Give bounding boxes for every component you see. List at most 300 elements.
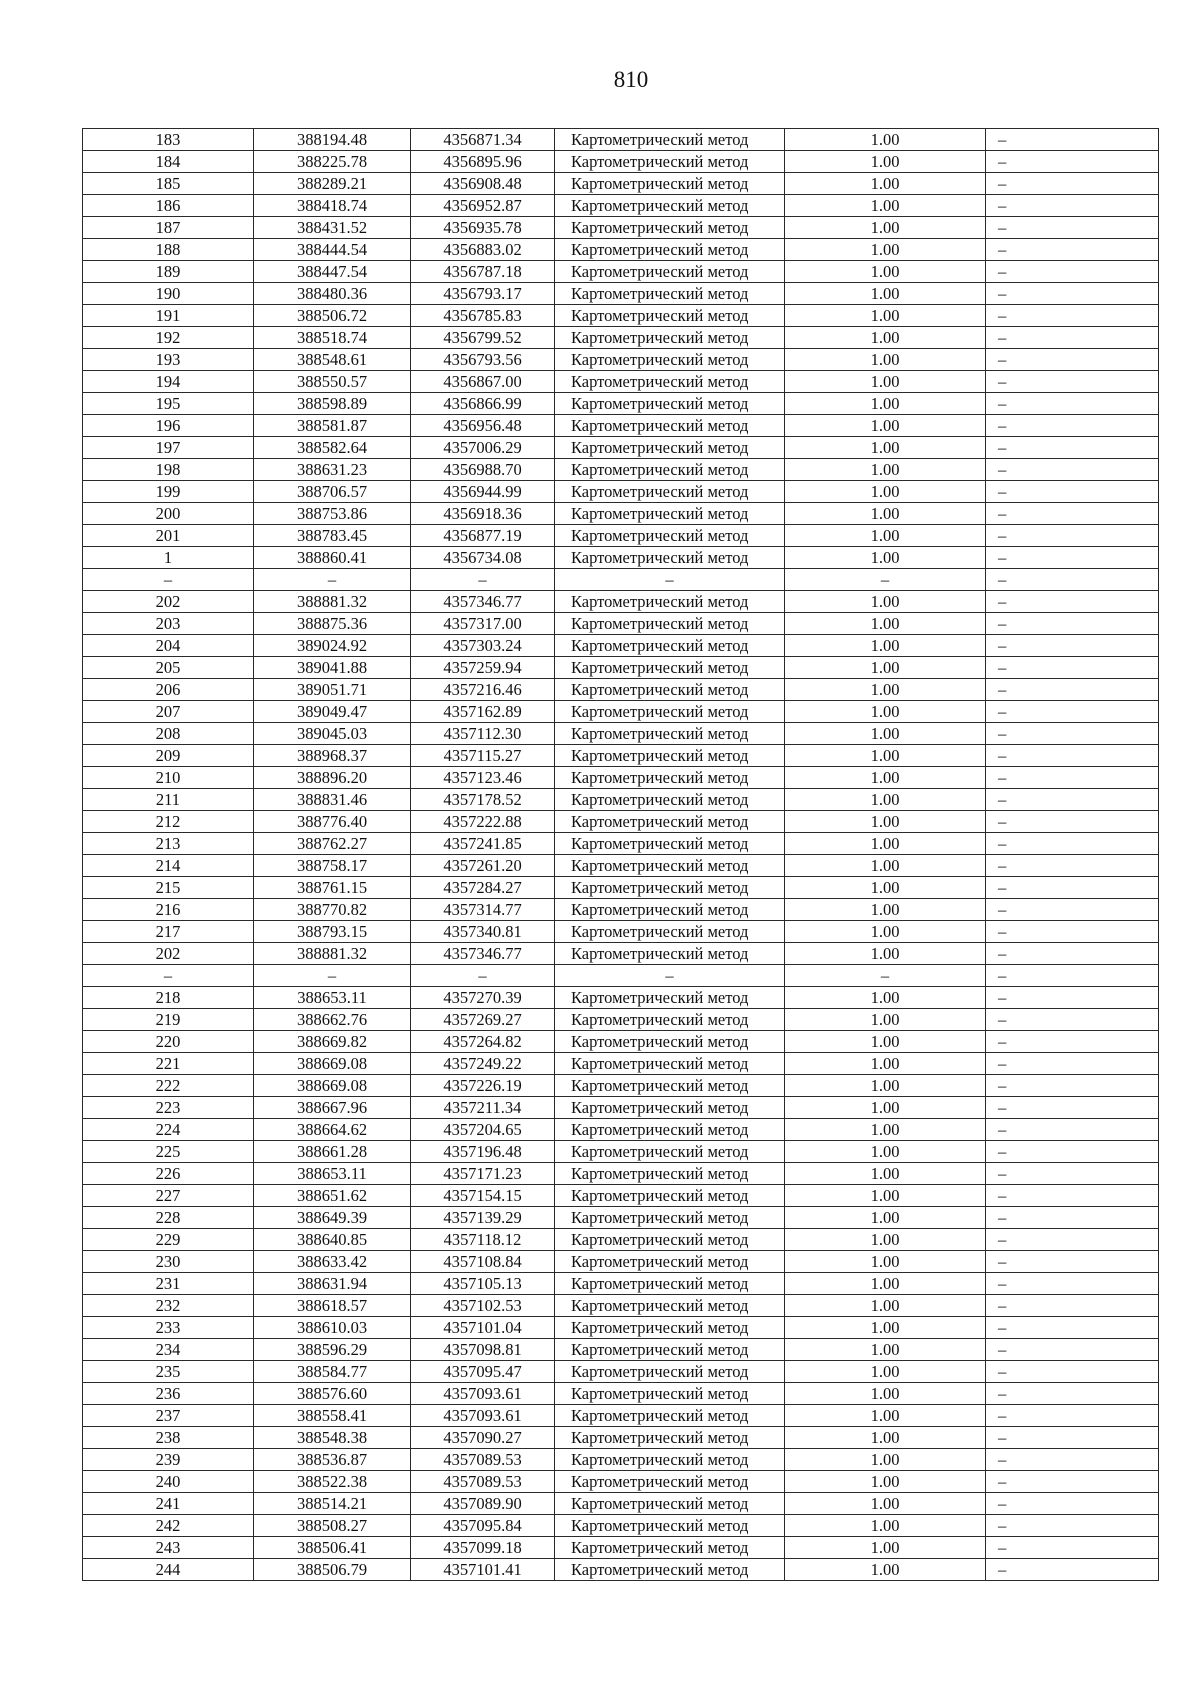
description-cell: – xyxy=(986,745,1159,767)
table-row xyxy=(83,1229,1159,1251)
x-coordinate-cell: 388506.41 xyxy=(254,1537,411,1559)
description-cell: – xyxy=(986,129,1159,151)
point-number-cell: 244 xyxy=(83,1559,254,1581)
point-number-cell: 220 xyxy=(83,1031,254,1053)
x-coordinate-cell: 388225.78 xyxy=(254,151,411,173)
accuracy-cell: 1.00 xyxy=(785,547,986,569)
accuracy-cell: 1.00 xyxy=(785,1405,986,1427)
method-cell: Картометрический метод xyxy=(555,1097,785,1119)
accuracy-cell: 1.00 xyxy=(785,1163,986,1185)
method-cell: Картометрический метод xyxy=(555,987,785,1009)
accuracy-cell: 1.00 xyxy=(785,1075,986,1097)
coordinates-table-body xyxy=(83,129,1159,1581)
method-cell: Картометрический метод xyxy=(555,525,785,547)
table-row xyxy=(83,371,1159,393)
y-coordinate-cell: 4357264.82 xyxy=(411,1031,555,1053)
table-row xyxy=(83,1295,1159,1317)
y-coordinate-cell: 4356793.17 xyxy=(411,283,555,305)
method-cell: Картометрический метод xyxy=(555,481,785,503)
y-coordinate-cell: 4357196.48 xyxy=(411,1141,555,1163)
accuracy-cell: 1.00 xyxy=(785,1119,986,1141)
accuracy-cell: 1.00 xyxy=(785,657,986,679)
method-cell: Картометрический метод xyxy=(555,899,785,921)
point-number-cell: 201 xyxy=(83,525,254,547)
table-row xyxy=(83,459,1159,481)
y-coordinate-cell: 4357340.81 xyxy=(411,921,555,943)
description-cell: – xyxy=(986,525,1159,547)
method-cell: Картометрический метод xyxy=(555,1229,785,1251)
accuracy-cell: 1.00 xyxy=(785,1009,986,1031)
accuracy-cell: 1.00 xyxy=(785,1207,986,1229)
description-cell: – xyxy=(986,1273,1159,1295)
table-row xyxy=(83,1185,1159,1207)
x-coordinate-cell: 389045.03 xyxy=(254,723,411,745)
point-number-cell: 228 xyxy=(83,1207,254,1229)
method-cell: Картометрический метод xyxy=(555,217,785,239)
x-coordinate-cell: 388536.87 xyxy=(254,1449,411,1471)
method-cell: Картометрический метод xyxy=(555,1317,785,1339)
y-coordinate-cell: 4357101.41 xyxy=(411,1559,555,1581)
accuracy-cell: 1.00 xyxy=(785,129,986,151)
method-cell: Картометрический метод xyxy=(555,1119,785,1141)
method-cell: Картометрический метод xyxy=(555,767,785,789)
x-coordinate-cell: 388762.27 xyxy=(254,833,411,855)
point-number-cell: 185 xyxy=(83,173,254,195)
table-row xyxy=(83,1559,1159,1581)
description-cell: – xyxy=(986,1427,1159,1449)
y-coordinate-cell: 4357006.29 xyxy=(411,437,555,459)
point-number-cell: 216 xyxy=(83,899,254,921)
point-number-cell: 239 xyxy=(83,1449,254,1471)
point-number-cell: 231 xyxy=(83,1273,254,1295)
point-number-cell: 186 xyxy=(83,195,254,217)
description-cell: – xyxy=(986,943,1159,965)
accuracy-cell: 1.00 xyxy=(785,613,986,635)
description-cell: – xyxy=(986,987,1159,1009)
accuracy-cell: 1.00 xyxy=(785,1449,986,1471)
method-cell: Картометрический метод xyxy=(555,635,785,657)
x-coordinate-cell: 388761.15 xyxy=(254,877,411,899)
accuracy-cell: 1.00 xyxy=(785,855,986,877)
table-row xyxy=(83,921,1159,943)
method-cell: Картометрический метод xyxy=(555,1405,785,1427)
y-coordinate-cell: 4357211.34 xyxy=(411,1097,555,1119)
y-coordinate-cell: 4357105.13 xyxy=(411,1273,555,1295)
point-number-cell: 1 xyxy=(83,547,254,569)
x-coordinate-cell: 388576.60 xyxy=(254,1383,411,1405)
table-row xyxy=(83,657,1159,679)
y-coordinate-cell: 4356866.99 xyxy=(411,393,555,415)
x-coordinate-cell: 388584.77 xyxy=(254,1361,411,1383)
point-number-cell: 232 xyxy=(83,1295,254,1317)
y-coordinate-cell: 4356799.52 xyxy=(411,327,555,349)
description-cell: – xyxy=(986,723,1159,745)
point-number-cell: 238 xyxy=(83,1427,254,1449)
description-cell: – xyxy=(986,1317,1159,1339)
x-coordinate-cell: 389051.71 xyxy=(254,679,411,701)
accuracy-cell: 1.00 xyxy=(785,283,986,305)
y-coordinate-cell: 4357346.77 xyxy=(411,591,555,613)
table-row xyxy=(83,151,1159,173)
y-coordinate-cell: 4356883.02 xyxy=(411,239,555,261)
description-cell: – xyxy=(986,459,1159,481)
method-cell: Картометрический метод xyxy=(555,261,785,283)
table-row xyxy=(83,261,1159,283)
description-cell: – xyxy=(986,1185,1159,1207)
description-cell: – xyxy=(986,1559,1159,1581)
x-coordinate-cell: 388514.21 xyxy=(254,1493,411,1515)
point-number-cell: 198 xyxy=(83,459,254,481)
x-coordinate-cell: 388875.36 xyxy=(254,613,411,635)
y-coordinate-cell: 4356871.34 xyxy=(411,129,555,151)
method-cell: Картометрический метод xyxy=(555,1493,785,1515)
description-cell: – xyxy=(986,613,1159,635)
method-cell: Картометрический метод xyxy=(555,371,785,393)
point-number-cell: 235 xyxy=(83,1361,254,1383)
method-cell: Картометрический метод xyxy=(555,349,785,371)
accuracy-cell: 1.00 xyxy=(785,1361,986,1383)
x-coordinate-cell: 388558.41 xyxy=(254,1405,411,1427)
table-row xyxy=(83,877,1159,899)
point-number-cell: 230 xyxy=(83,1251,254,1273)
point-number-cell: 233 xyxy=(83,1317,254,1339)
x-coordinate-cell: 389024.92 xyxy=(254,635,411,657)
y-coordinate-cell: 4357095.84 xyxy=(411,1515,555,1537)
y-coordinate-cell: 4357112.30 xyxy=(411,723,555,745)
description-cell: – xyxy=(986,591,1159,613)
x-coordinate-cell: 389041.88 xyxy=(254,657,411,679)
point-number-cell: 224 xyxy=(83,1119,254,1141)
y-coordinate-cell: 4357284.27 xyxy=(411,877,555,899)
description-cell: – xyxy=(986,1075,1159,1097)
table-row xyxy=(83,767,1159,789)
table-row xyxy=(83,1361,1159,1383)
accuracy-cell: 1.00 xyxy=(785,459,986,481)
description-cell: – xyxy=(986,1471,1159,1493)
description-cell: – xyxy=(986,151,1159,173)
table-row xyxy=(83,1405,1159,1427)
table-row xyxy=(83,1449,1159,1471)
point-number-cell: 187 xyxy=(83,217,254,239)
accuracy-cell: 1.00 xyxy=(785,305,986,327)
description-cell: – xyxy=(986,239,1159,261)
y-coordinate-cell: – xyxy=(411,569,555,591)
table-row xyxy=(83,1493,1159,1515)
table-row xyxy=(83,1031,1159,1053)
description-cell: – xyxy=(986,1251,1159,1273)
point-number-cell: 184 xyxy=(83,151,254,173)
description-cell: – xyxy=(986,371,1159,393)
accuracy-cell: 1.00 xyxy=(785,1031,986,1053)
accuracy-cell: 1.00 xyxy=(785,877,986,899)
table-row xyxy=(83,415,1159,437)
y-coordinate-cell: 4357317.00 xyxy=(411,613,555,635)
description-cell: – xyxy=(986,1009,1159,1031)
description-cell: – xyxy=(986,1405,1159,1427)
y-coordinate-cell: 4356787.18 xyxy=(411,261,555,283)
description-cell: – xyxy=(986,1361,1159,1383)
point-number-cell: 243 xyxy=(83,1537,254,1559)
description-cell: – xyxy=(986,547,1159,569)
method-cell: Картометрический метод xyxy=(555,1515,785,1537)
method-cell: Картометрический метод xyxy=(555,745,785,767)
method-cell: Картометрический метод xyxy=(555,1207,785,1229)
table-row xyxy=(83,591,1159,613)
table-row xyxy=(83,1471,1159,1493)
accuracy-cell: 1.00 xyxy=(785,239,986,261)
description-cell: – xyxy=(986,1119,1159,1141)
x-coordinate-cell: 388651.62 xyxy=(254,1185,411,1207)
x-coordinate-cell: 388418.74 xyxy=(254,195,411,217)
point-number-cell: 218 xyxy=(83,987,254,1009)
accuracy-cell: 1.00 xyxy=(785,1229,986,1251)
point-number-cell: 206 xyxy=(83,679,254,701)
method-cell: Картометрический метод xyxy=(555,1339,785,1361)
x-coordinate-cell: 388793.15 xyxy=(254,921,411,943)
y-coordinate-cell: 4357098.81 xyxy=(411,1339,555,1361)
description-cell: – xyxy=(986,833,1159,855)
method-cell: Картометрический метод xyxy=(555,151,785,173)
method-cell: Картометрический метод xyxy=(555,1163,785,1185)
description-cell: – xyxy=(986,283,1159,305)
y-coordinate-cell: 4357261.20 xyxy=(411,855,555,877)
description-cell: – xyxy=(986,1449,1159,1471)
accuracy-cell: 1.00 xyxy=(785,1317,986,1339)
accuracy-cell: 1.00 xyxy=(785,1097,986,1119)
point-number-cell: 215 xyxy=(83,877,254,899)
point-number-cell: 212 xyxy=(83,811,254,833)
description-cell: – xyxy=(986,327,1159,349)
point-number-cell: 223 xyxy=(83,1097,254,1119)
x-coordinate-cell: 388667.96 xyxy=(254,1097,411,1119)
table-row xyxy=(83,525,1159,547)
y-coordinate-cell: 4356877.19 xyxy=(411,525,555,547)
method-cell: Картометрический метод xyxy=(555,1427,785,1449)
x-coordinate-cell: 388444.54 xyxy=(254,239,411,261)
y-coordinate-cell: 4357269.27 xyxy=(411,1009,555,1031)
point-number-cell: 217 xyxy=(83,921,254,943)
x-coordinate-cell: 388661.28 xyxy=(254,1141,411,1163)
y-coordinate-cell: 4357093.61 xyxy=(411,1405,555,1427)
y-coordinate-cell: – xyxy=(411,965,555,987)
description-cell: – xyxy=(986,1229,1159,1251)
accuracy-cell: 1.00 xyxy=(785,635,986,657)
description-cell: – xyxy=(986,679,1159,701)
table-row xyxy=(83,1515,1159,1537)
table-row xyxy=(83,1053,1159,1075)
y-coordinate-cell: 4356956.48 xyxy=(411,415,555,437)
table-row xyxy=(83,217,1159,239)
y-coordinate-cell: 4357093.61 xyxy=(411,1383,555,1405)
table-row xyxy=(83,1075,1159,1097)
separator-row xyxy=(83,569,1159,591)
accuracy-cell: 1.00 xyxy=(785,811,986,833)
table-row xyxy=(83,613,1159,635)
accuracy-cell: 1.00 xyxy=(785,1273,986,1295)
y-coordinate-cell: 4356734.08 xyxy=(411,547,555,569)
method-cell: Картометрический метод xyxy=(555,173,785,195)
point-number-cell: 227 xyxy=(83,1185,254,1207)
point-number-cell: 204 xyxy=(83,635,254,657)
table-row xyxy=(83,1537,1159,1559)
point-number-cell: 241 xyxy=(83,1493,254,1515)
point-number-cell: 197 xyxy=(83,437,254,459)
table-row xyxy=(83,437,1159,459)
point-number-cell: 202 xyxy=(83,591,254,613)
point-number-cell: 210 xyxy=(83,767,254,789)
table-row xyxy=(83,1207,1159,1229)
accuracy-cell: 1.00 xyxy=(785,349,986,371)
table-row xyxy=(83,1427,1159,1449)
point-number-cell: 229 xyxy=(83,1229,254,1251)
accuracy-cell: 1.00 xyxy=(785,261,986,283)
x-coordinate-cell: 388653.11 xyxy=(254,987,411,1009)
description-cell: – xyxy=(986,393,1159,415)
table-row xyxy=(83,195,1159,217)
method-cell: Картометрический метод xyxy=(555,833,785,855)
accuracy-cell: 1.00 xyxy=(785,1383,986,1405)
point-number-cell: 203 xyxy=(83,613,254,635)
accuracy-cell: 1.00 xyxy=(785,745,986,767)
method-cell: Картометрический метод xyxy=(555,547,785,569)
method-cell: Картометрический метод xyxy=(555,613,785,635)
table-row xyxy=(83,833,1159,855)
point-number-cell: 214 xyxy=(83,855,254,877)
y-coordinate-cell: 4356785.83 xyxy=(411,305,555,327)
table-row xyxy=(83,305,1159,327)
y-coordinate-cell: 4357090.27 xyxy=(411,1427,555,1449)
description-cell: – xyxy=(986,437,1159,459)
description-cell: – xyxy=(986,173,1159,195)
description-cell: – xyxy=(986,195,1159,217)
x-coordinate-cell: 388770.82 xyxy=(254,899,411,921)
point-number-cell: 226 xyxy=(83,1163,254,1185)
accuracy-cell: 1.00 xyxy=(785,1471,986,1493)
description-cell: – xyxy=(986,503,1159,525)
accuracy-cell: 1.00 xyxy=(785,371,986,393)
method-cell: Картометрический метод xyxy=(555,1471,785,1493)
accuracy-cell: 1.00 xyxy=(785,1339,986,1361)
point-number-cell: – xyxy=(83,569,254,591)
x-coordinate-cell: 388508.27 xyxy=(254,1515,411,1537)
y-coordinate-cell: 4357123.46 xyxy=(411,767,555,789)
table-row xyxy=(83,723,1159,745)
table-row xyxy=(83,173,1159,195)
x-coordinate-cell: 388881.32 xyxy=(254,591,411,613)
method-cell: Картометрический метод xyxy=(555,877,785,899)
description-cell: – xyxy=(986,1493,1159,1515)
method-cell: Картометрический метод xyxy=(555,1361,785,1383)
point-number-cell: 192 xyxy=(83,327,254,349)
accuracy-cell: 1.00 xyxy=(785,173,986,195)
point-number-cell: 191 xyxy=(83,305,254,327)
method-cell: Картометрический метод xyxy=(555,943,785,965)
accuracy-cell: 1.00 xyxy=(785,151,986,173)
method-cell: Картометрический метод xyxy=(555,1559,785,1581)
x-coordinate-cell: 388783.45 xyxy=(254,525,411,547)
x-coordinate-cell: 388518.74 xyxy=(254,327,411,349)
y-coordinate-cell: 4357089.90 xyxy=(411,1493,555,1515)
table-row xyxy=(83,1251,1159,1273)
x-coordinate-cell: 388618.57 xyxy=(254,1295,411,1317)
point-number-cell: 195 xyxy=(83,393,254,415)
table-row xyxy=(83,503,1159,525)
y-coordinate-cell: 4356908.48 xyxy=(411,173,555,195)
point-number-cell: 208 xyxy=(83,723,254,745)
y-coordinate-cell: 4356944.99 xyxy=(411,481,555,503)
point-number-cell: 200 xyxy=(83,503,254,525)
accuracy-cell: 1.00 xyxy=(785,195,986,217)
table-row xyxy=(83,1273,1159,1295)
y-coordinate-cell: 4357222.88 xyxy=(411,811,555,833)
x-coordinate-cell: 388633.42 xyxy=(254,1251,411,1273)
accuracy-cell: 1.00 xyxy=(785,1295,986,1317)
description-cell: – xyxy=(986,811,1159,833)
method-cell: Картометрический метод xyxy=(555,393,785,415)
separator-row xyxy=(83,965,1159,987)
point-number-cell: 213 xyxy=(83,833,254,855)
accuracy-cell: 1.00 xyxy=(785,1559,986,1581)
point-number-cell: 189 xyxy=(83,261,254,283)
x-coordinate-cell: – xyxy=(254,569,411,591)
y-coordinate-cell: 4357270.39 xyxy=(411,987,555,1009)
description-cell: – xyxy=(986,1207,1159,1229)
description-cell: – xyxy=(986,921,1159,943)
x-coordinate-cell: 388669.08 xyxy=(254,1075,411,1097)
x-coordinate-cell: 388758.17 xyxy=(254,855,411,877)
y-coordinate-cell: 4356935.78 xyxy=(411,217,555,239)
x-coordinate-cell: 388640.85 xyxy=(254,1229,411,1251)
table-row xyxy=(83,1339,1159,1361)
accuracy-cell: 1.00 xyxy=(785,723,986,745)
table-row xyxy=(83,1317,1159,1339)
description-cell: – xyxy=(986,305,1159,327)
description-cell: – xyxy=(986,1295,1159,1317)
table-row xyxy=(83,1119,1159,1141)
y-coordinate-cell: 4357259.94 xyxy=(411,657,555,679)
point-number-cell: 221 xyxy=(83,1053,254,1075)
table-row xyxy=(83,129,1159,151)
x-coordinate-cell: 388649.39 xyxy=(254,1207,411,1229)
x-coordinate-cell: 388194.48 xyxy=(254,129,411,151)
method-cell: Картометрический метод xyxy=(555,723,785,745)
point-number-cell: 222 xyxy=(83,1075,254,1097)
point-number-cell: 188 xyxy=(83,239,254,261)
point-number-cell: 242 xyxy=(83,1515,254,1537)
method-cell: Картометрический метод xyxy=(555,1031,785,1053)
method-cell: Картометрический метод xyxy=(555,1141,785,1163)
x-coordinate-cell: 388653.11 xyxy=(254,1163,411,1185)
table-row xyxy=(83,547,1159,569)
point-number-cell: 205 xyxy=(83,657,254,679)
y-coordinate-cell: 4356988.70 xyxy=(411,459,555,481)
table-row xyxy=(83,987,1159,1009)
page-number: 810 xyxy=(613,67,649,92)
method-cell: Картометрический метод xyxy=(555,1295,785,1317)
x-coordinate-cell: 388596.29 xyxy=(254,1339,411,1361)
description-cell: – xyxy=(986,767,1159,789)
description-cell: – xyxy=(986,965,1159,987)
accuracy-cell: 1.00 xyxy=(785,1427,986,1449)
accuracy-cell: – xyxy=(785,569,986,591)
accuracy-cell: 1.00 xyxy=(785,393,986,415)
y-coordinate-cell: 4357118.12 xyxy=(411,1229,555,1251)
x-coordinate-cell: 388598.89 xyxy=(254,393,411,415)
x-coordinate-cell: 388831.46 xyxy=(254,789,411,811)
x-coordinate-cell: 388480.36 xyxy=(254,283,411,305)
accuracy-cell: 1.00 xyxy=(785,525,986,547)
point-number-cell: 207 xyxy=(83,701,254,723)
